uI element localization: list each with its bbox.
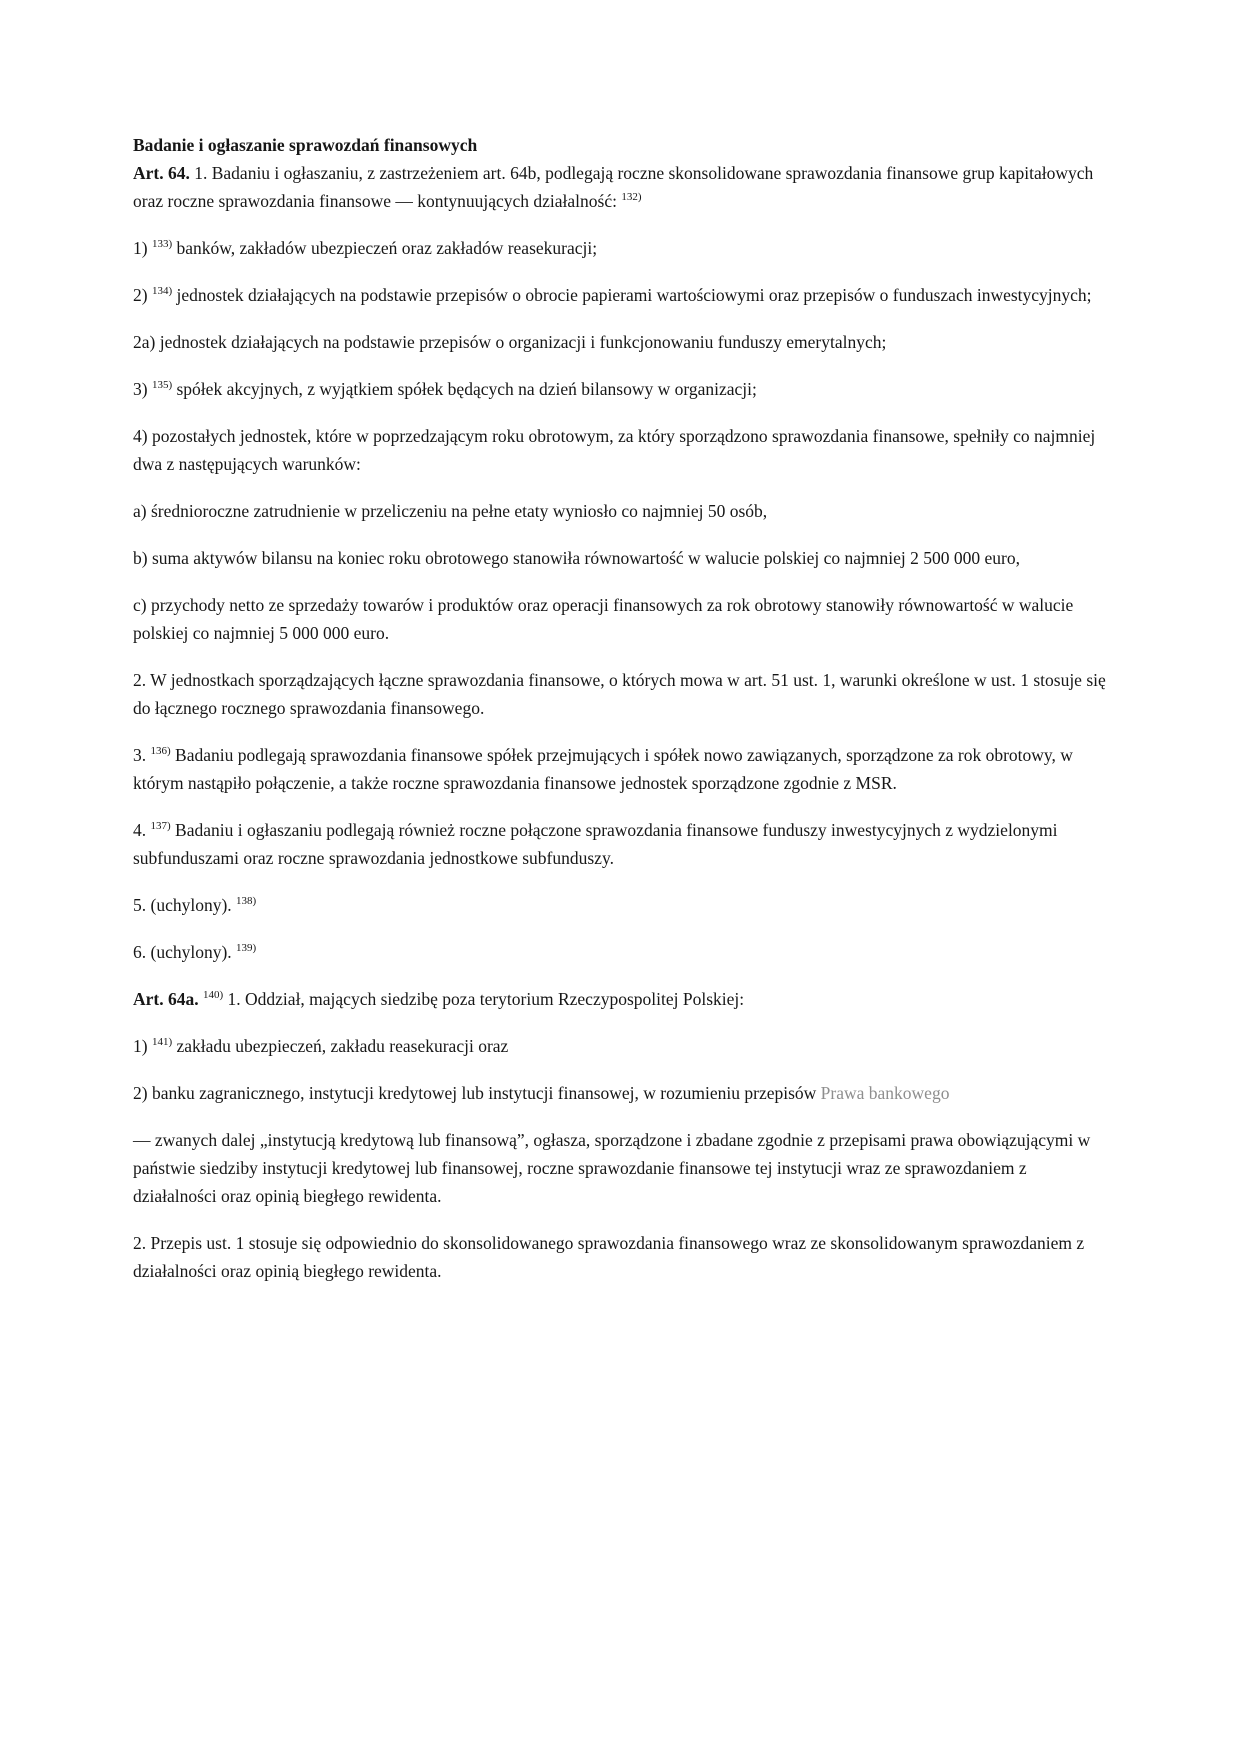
text-run: jednostek działających na podstawie przepisów o obrocie papierami wartościowymi oraz przepisów o funduszach inwestycyjnych; [172,285,1092,305]
text-run: 3. [133,745,151,765]
art64a-ust1-intro [133,985,1107,1013]
text-run: 1. Badaniu i ogłaszaniu, z zastrzeżeniem art. 64b, podlegają roczne skonsolidowane sprawozdania finansowe grup kapitałowych oraz roczne sprawozdania finansowe — kontynuujących działalność: [133,163,1094,211]
footnote-ref: 139) [236,942,257,954]
text-run: Badaniu podlegają sprawozdania finansowe spółek przejmujących i spółek nowo zawiązanych, sporządzone za rok obrotowy, w którym nastąpiło połączenie, a także roczne sprawozdania finansowe jednostek sporządzone zgodnie z MSR. [133,745,1073,793]
art64a-pkt2 [133,1079,1107,1107]
art64-pkt4 [133,422,1107,478]
text-run: 2) banku zagranicznego, instytucji kredytowej lub instytucji finansowej, w rozumieniu przepisów [133,1083,821,1103]
art64-pkt4-lit-a [133,497,1107,525]
text-run: a) średnioroczne zatrudnienie w przeliczeniu na pełne etaty wyniosło co najmniej 50 osób, [133,501,768,521]
text-run: 2) [133,285,152,305]
art64-pkt2a [133,328,1107,356]
footnote-ref: 135) [151,379,173,391]
text-run: zakładu ubezpieczeń, zakładu reasekuracji oraz [172,1036,509,1056]
text-run: b) suma aktywów bilansu na koniec roku obrotowego stanowiła równowartość w walucie polskiej co najmniej 2 500 000 euro, [133,548,1020,568]
text-run: c) przychody netto ze sprzedaży towarów i produktów oraz operacji finansowych za rok obrotowy stanowiły równowartość w walucie polskiej co najmniej 5 000 000 euro. [133,595,1074,643]
art64-pkt4-lit-c [133,591,1107,647]
article-label: Art. 64a. [133,989,203,1009]
article-label: Art. 64. [133,163,190,183]
text-run: — zwanych dalej „instytucją kredytową lub finansową”, ogłasza, sporządzone i zbadane zgodnie z przepisami prawa obowiązującymi w państwie siedziby instytucji kredytowej lub finansowej, roczne sprawozdanie finansowe tej instytucji wraz ze sprawozdaniem z działalności oraz opinią biegłego rewidenta. [133,1130,1091,1206]
art64-pkt1 [133,234,1107,262]
footnote-ref: 140) [202,989,224,1001]
footnote-ref: 134) [151,285,173,297]
art64-pkt4-lit-b [133,544,1107,572]
link-prawa-bankowego[interactable]: Prawa bankowego [820,1083,950,1103]
text-run: 4) pozostałych jednostek, które w poprzedzającym roku obrotowym, za który sporządzono sprawozdania finansowe, spełniły co najmniej dwa z następujących warunków: [133,426,1096,474]
footnote-ref: 132) [621,191,642,203]
art64-ust6 [133,938,1107,966]
text-run: 1) [133,1036,152,1056]
text-run: 5. (uchylony). [133,895,237,915]
text-run: banków, zakładów ubezpieczeń oraz zakładów reasekuracji; [172,238,598,258]
art64a-ust1-koniec [133,1126,1107,1210]
text-run: 2. Przepis ust. 1 stosuje się odpowiednio do skonsolidowanego sprawozdania finansowego wraz ze skonsolidowanym sprawozdaniem z działalności oraz opinią biegłego rewidenta. [133,1233,1085,1281]
text-run: Badaniu i ogłaszaniu podlegają również roczne połączone sprawozdania finansowe funduszy inwestycyjnych z wydzielonymi subfunduszami oraz roczne sprawozdania jednostkowe subfunduszy. [133,820,1058,868]
text-run: 2. W jednostkach sporządzających łączne sprawozdania finansowe, o których mowa w art. 51 ust. 1, warunki określone w ust. 1 stosuje się do łącznego rocznego sprawozdania finansowego. [133,670,1106,718]
footnote-ref: 141) [151,1036,173,1048]
footnote-ref: 138) [236,895,257,907]
art64-intro [133,159,1107,215]
footnote-ref: 136) [150,745,171,757]
footnote-ref: 133) [151,238,173,250]
text-run: 1) [133,238,152,258]
art64a-pkt1 [133,1032,1107,1060]
text-run: 2a) jednostek działających na podstawie przepisów o organizacji i funkcjonowaniu funduszy emerytalnych; [133,332,887,352]
art64-ust3 [133,741,1107,797]
document-body [133,159,1107,1285]
footnote-ref: 137) [150,820,171,832]
document-heading: Badanie i ogłaszanie sprawozdań finansowych [133,135,478,155]
text-run: 1. Oddział, mających siedzibę poza terytorium Rzeczypospolitej Polskiej: [223,989,745,1009]
text-run: spółek akcyjnych, z wyjątkiem spółek będących na dzień bilansowy w organizacji; [172,379,757,399]
text-run: 4. [133,820,151,840]
art64-pkt2 [133,281,1107,309]
art64-pkt3 [133,375,1107,403]
text-run: 3) [133,379,152,399]
art64-ust4 [133,816,1107,872]
art64a-ust2 [133,1229,1107,1285]
text-run: 6. (uchylony). [133,942,237,962]
art64-ust5 [133,891,1107,919]
art64-ust2 [133,666,1107,722]
